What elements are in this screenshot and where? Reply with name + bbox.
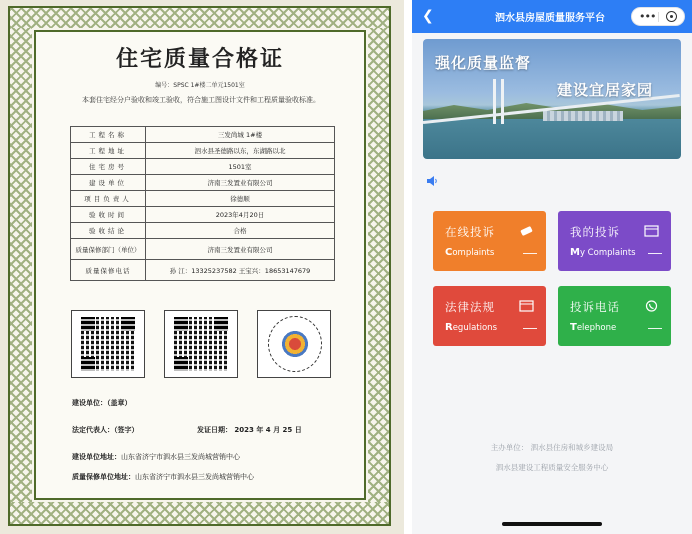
eraser-icon — [519, 225, 534, 237]
tile-title: 在线投诉 — [445, 225, 495, 239]
certificate-intro: 本套住宅经分户验收和竣工验收，符合施工图设计文件和工程质量验收标准。 — [82, 96, 320, 104]
builder-address — [72, 452, 240, 462]
app-header — [412, 0, 692, 33]
row-value: 1501室 — [146, 159, 335, 175]
tile-underline — [648, 253, 662, 254]
legal-rep-label: 法定代表人：（签字） — [72, 426, 139, 434]
row-value: 合格 — [146, 223, 335, 239]
banner-slogan-1: 强化质量监督 — [435, 54, 532, 72]
row-value: 徐德顺 — [146, 191, 335, 207]
document-icon — [644, 225, 659, 237]
row-label: 工程地址 — [71, 143, 146, 159]
table-row — [71, 260, 335, 281]
tile-subtitle: Complaints — [445, 247, 495, 258]
decorative-border-left — [10, 28, 32, 502]
guarantee-address-value: 山东省济宁市泗水县三发尚城营销中心 — [135, 473, 254, 481]
row-label: 质量保修部门（单位） — [71, 239, 146, 260]
my-complaints-button[interactable] — [558, 211, 671, 271]
mini-program-code — [257, 310, 331, 378]
chevron-left-icon[interactable]: ❮ — [422, 8, 434, 24]
guarantee-address — [72, 472, 254, 482]
telephone-button[interactable] — [558, 286, 671, 346]
certificate-table — [70, 126, 335, 281]
speaker-icon — [427, 176, 439, 186]
carousel-indicator — [558, 151, 572, 159]
tile-underline — [523, 253, 537, 254]
issue-date: 发证日期： 2023 年 4 月 25 日 — [197, 426, 302, 434]
decorative-border-top — [10, 8, 389, 28]
row-value: 济南三发置业有限公司 — [146, 239, 335, 260]
row-value: 2023年4月20日 — [146, 207, 335, 223]
tile-title: 我的投诉 — [570, 225, 620, 239]
mini-program-logo-icon — [268, 316, 322, 372]
banner-city — [543, 111, 623, 121]
app-title: 泗水县房屋质量服务平台 — [495, 13, 605, 24]
table-row — [71, 127, 335, 143]
tile-title: 法律法规 — [445, 300, 495, 314]
regulations-button[interactable] — [433, 286, 546, 346]
row-value: 孙 江：13325237582 王宝兴：18653147679 — [146, 260, 335, 281]
tile-underline — [648, 328, 662, 329]
tile-subtitle: Telephone — [570, 322, 617, 333]
qr-code-2 — [164, 310, 238, 378]
table-row — [71, 175, 335, 191]
tile-title: 投诉电话 — [570, 300, 620, 314]
table-row — [71, 191, 335, 207]
table-row — [71, 143, 335, 159]
banner-slogan-2: 建设宜居家园 — [557, 81, 654, 99]
table-row — [71, 239, 335, 260]
decorative-border-right — [368, 28, 389, 502]
certificate-title: 住宅质量合格证 — [115, 46, 284, 72]
image-divider — [404, 0, 412, 534]
qr-code-1 — [71, 310, 145, 378]
online-complaints-button[interactable] — [433, 211, 546, 271]
table-row — [71, 159, 335, 175]
more-dots-icon[interactable]: ••• — [639, 10, 656, 23]
row-value: 济南三发置业有限公司 — [146, 175, 335, 191]
bridge-pylon — [501, 79, 504, 124]
capsule-divider — [658, 12, 659, 22]
footer-sponsor: 主办单位： 泗水县住房和城乡建设局 — [490, 443, 614, 452]
builder-address-value: 山东省济宁市泗水县三发尚城营销中心 — [121, 453, 240, 461]
mobile-app-screen — [412, 0, 692, 534]
mini-program-capsule — [631, 7, 685, 26]
footer-center: 泗水县建设工程质量安全服务中心 — [495, 463, 609, 472]
tile-underline — [523, 328, 537, 329]
bridge-pylon — [493, 79, 496, 124]
table-row — [71, 223, 335, 239]
tile-subtitle: Regulations — [445, 322, 497, 333]
row-label: 质量保修电话 — [71, 260, 146, 281]
row-label: 工程名称 — [71, 127, 146, 143]
row-value: 三发尚城 1#楼 — [146, 127, 335, 143]
table-row — [71, 207, 335, 223]
decorative-border-bottom — [10, 502, 389, 524]
certificate-number: 编号：SPSC 1#楼二单元1501室 — [155, 82, 245, 89]
document-icon — [519, 300, 534, 312]
row-label: 验收结论 — [71, 223, 146, 239]
hero-banner[interactable] — [423, 39, 681, 159]
tile-subtitle: My Complaints — [570, 247, 636, 258]
home-indicator — [502, 522, 602, 526]
row-value: 泗水县圣德路以东，东湖路以北 — [146, 143, 335, 159]
phone-icon — [644, 300, 659, 312]
row-label: 建设单位 — [71, 175, 146, 191]
close-circle-icon[interactable] — [666, 11, 677, 22]
row-label: 项目负责人 — [71, 191, 146, 207]
guarantee-address-label: 质量保修单位地址： — [72, 473, 135, 481]
builder-seal-label: 建设单位：（盖章） — [72, 399, 132, 407]
row-label: 住宅房号 — [71, 159, 146, 175]
builder-address-label: 建设单位地址： — [72, 453, 121, 461]
row-label: 验收时间 — [71, 207, 146, 223]
